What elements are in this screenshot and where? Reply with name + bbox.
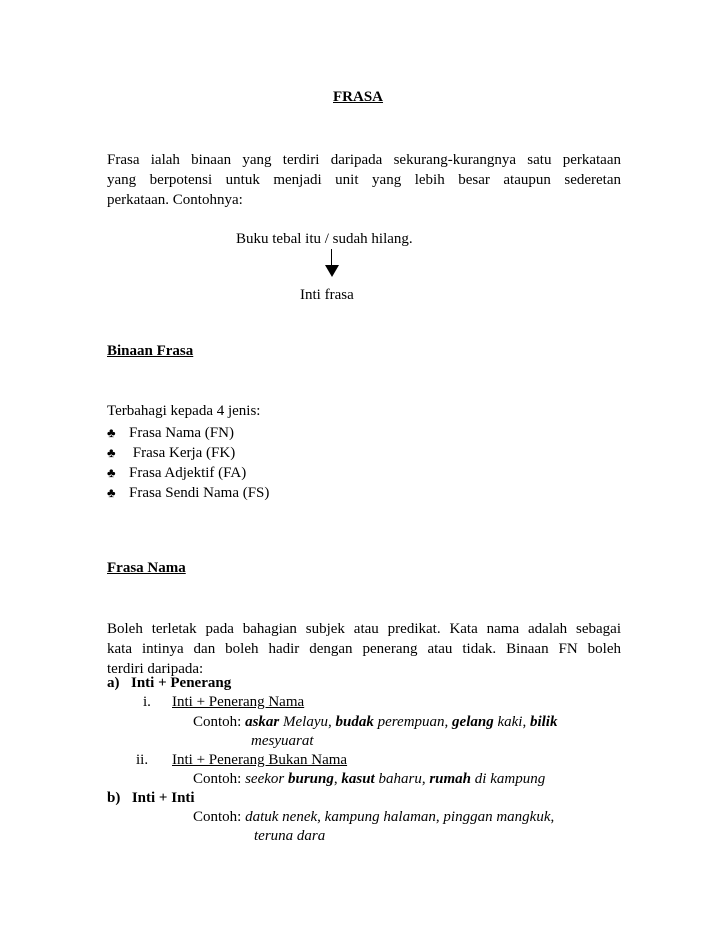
intro-line: perkataan. Contohnya: [107,192,243,208]
contoh-i-line2: mesyuarat [251,733,314,749]
paragraph-line: terdiri daripada: [107,661,204,677]
frasa-nama-heading: Frasa Nama [107,560,186,576]
intro-line: Frasa ialah binaan yang terdiri daripada sekurang-kurangnya satu perkataan [107,152,621,168]
binaan-frasa-heading: Binaan Frasa [107,343,194,359]
list-item: ♣ Frasa Sendi Nama (FS) [107,485,270,501]
arrow-head-icon [325,265,339,277]
arrow-down-icon [331,249,332,266]
contoh-b-line2: teruna dara [254,828,326,844]
inti-frasa-label: Inti frasa [300,287,354,303]
section-a: a) Inti + Penerang [107,675,232,691]
frasa-types-list [107,423,269,503]
club-bullet-icon: ♣ [107,445,116,460]
contoh-i-line1: Contoh: askar Melayu, budak perempuan, gelang kaki, bilik [193,714,558,730]
contoh-ii-line: Contoh: seekor burung, kasut baharu, rumah di kampung [193,771,546,787]
page-title: FRASA [333,89,384,105]
club-bullet-icon: ♣ [107,485,116,500]
subsection-i: i. [143,694,151,710]
section-b: b) Inti + Inti [107,790,195,806]
subsection-ii: ii. [136,752,149,768]
club-bullet-icon: ♣ [107,465,116,480]
paragraph-line: kata intinya dan boleh hadir dengan penerang atau tidak. Binaan FN boleh [107,641,621,657]
list-item: ♣ Frasa Nama (FN) [107,425,234,441]
paragraph-line: Boleh terletak pada bahagian subjek atau predikat. Kata nama adalah sebagai [107,621,621,637]
subsection-i-label: Inti + Penerang Nama [172,694,305,710]
frasa-nama-paragraph [107,619,621,679]
intro-paragraph [107,150,621,210]
intro-line: yang berpotensi untuk menjadi unit yang lebih besar ataupun sederetan [107,172,621,188]
contoh-b-line1: Contoh: datuk nenek, kampung halaman, pinggan mangkuk, [193,809,555,825]
club-bullet-icon: ♣ [107,425,116,440]
list-item: ♣ Frasa Adjektif (FA) [107,465,247,481]
list-item: ♣ Frasa Kerja (FK) [107,445,236,461]
binaan-intro: Terbahagi kepada 4 jenis: [107,403,261,419]
subsection-ii-label: Inti + Penerang Bukan Nama [172,752,348,768]
example-sentence: Buku tebal itu / sudah hilang. [236,231,413,247]
